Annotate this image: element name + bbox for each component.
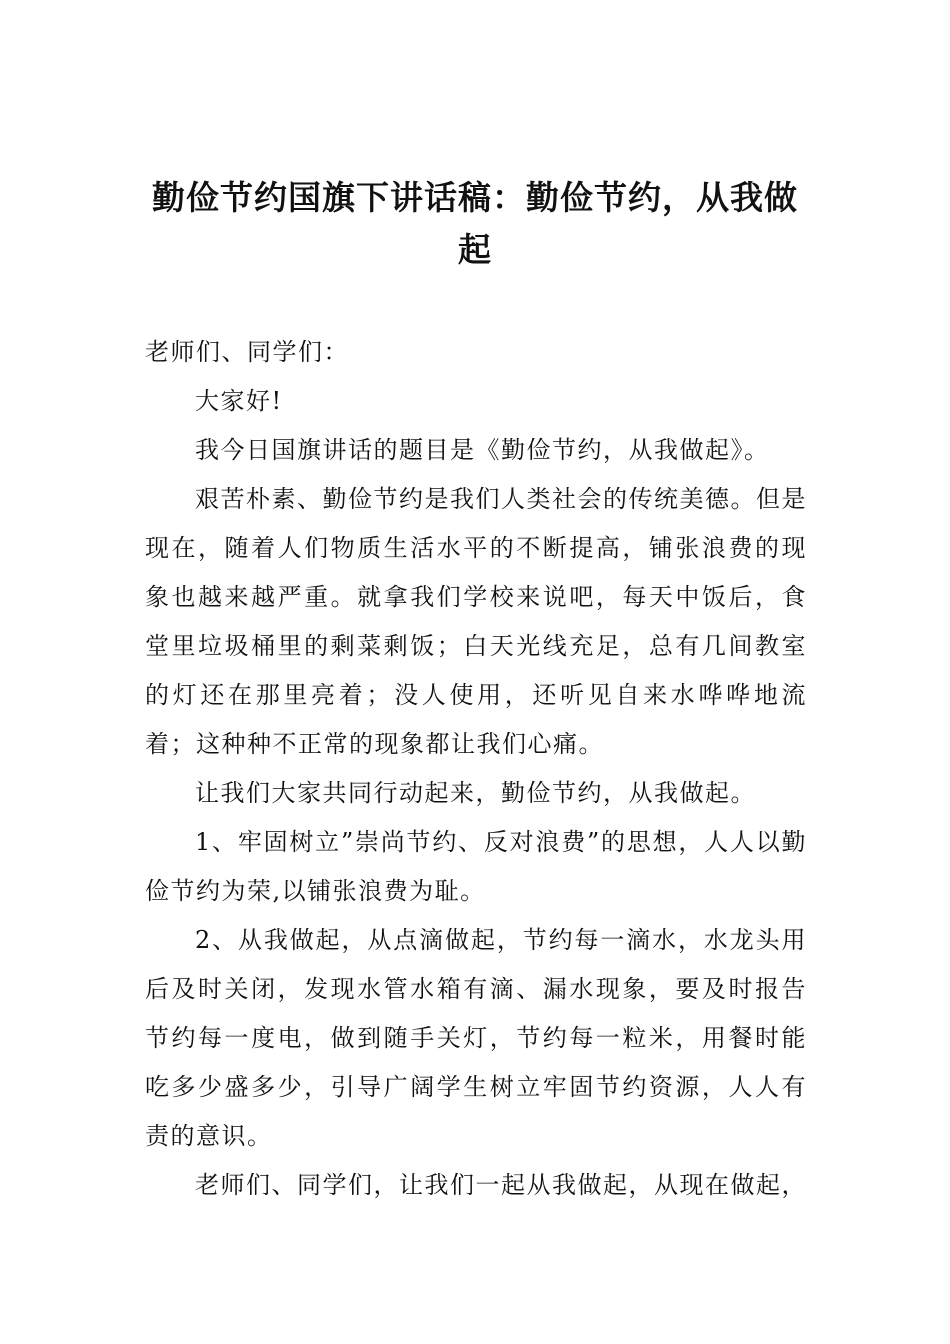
salutation: 老师们、同学们： [145, 338, 349, 366]
document-title: 勤俭节约国旗下讲话稿：勤俭节约，从我做起 [152, 178, 798, 269]
paragraph-point-2: 2、从我做起，从点滴做起，节约每一滴水，水龙头用后及时关闭，发现水管水箱有滴、漏水现象，要及时报告节约每一度电，做到随手关灯，节约每一粒米，用餐时能吃多少盛多少，引导广阔学生树立牢固节约资源，人人有责的意识。 [145, 926, 807, 1150]
paragraph-call-to-action: 让我们大家共同行动起来，勤俭节约，从我做起。 [195, 779, 756, 807]
paragraph-point-1: 1、牢固树立”崇尚节约、反对浪费”的思想，人人以勤俭节约为荣,以铺张浪费为耻。 [145, 828, 807, 905]
paragraph-greeting: 大家好! [195, 387, 283, 415]
paragraph-topic: 我今日国旗讲话的题目是《勤俭节约，从我做起》。 [195, 436, 770, 464]
paragraph-problem: 艰苦朴素、勤俭节约是我们人类社会的传统美德。但是现在，随着人们物质生活水平的不断提高，铺张浪费的现象也越来越严重。就拿我们学校来说吧，每天中饭后，食堂里垃圾桶里的剩菜剩饭；白天光线充足，总有几间教室的灯还在那里亮着；没人使用，还听见自来水哗哗地流着；这种种不正常的现象都让我们心痛。 [145, 485, 807, 758]
paragraph-closing: 老师们、同学们，让我们一起从我做起，从现在做起， [195, 1171, 807, 1199]
document-body [145, 328, 807, 1210]
